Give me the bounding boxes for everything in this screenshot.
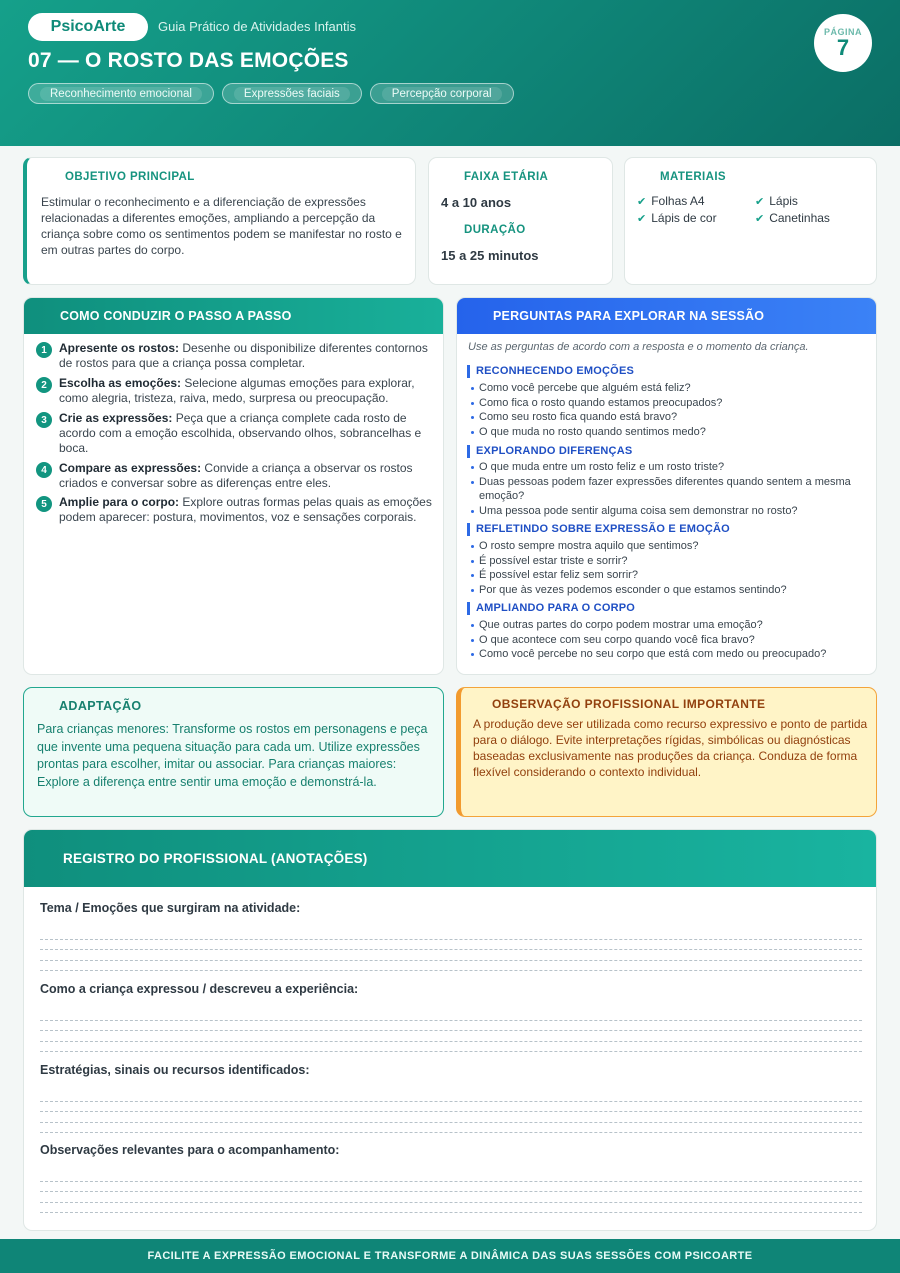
observation-label: OBSERVAÇÃO PROFISSIONAL IMPORTANTE (492, 697, 766, 711)
observation-card (456, 687, 877, 817)
question-list (471, 618, 867, 662)
question-list (471, 381, 867, 439)
page-footer: FACILITE A EXPRESSÃO EMOCIONAL E TRANSFORME A DINÂMICA DAS SUAS SESSÕES COM PSICOARTE (0, 1239, 900, 1273)
adaptation-text: Para crianças menores: Transforme os rostos em personagens e peça que invente uma pequena situação para cada um. Utilize expressões prontas para escolher, imitar ou associar. Para crianças maiores: Explore a diferença entre sentir uma emoção e demonstrá-la. (37, 722, 428, 789)
material-item: ✔ Lápis (755, 194, 798, 208)
questions-title: PERGUNTAS PARA EXPLORAR NA SESSÃO (457, 298, 876, 334)
notes-lines[interactable] (40, 1091, 862, 1133)
objective-card (23, 157, 416, 285)
page-label: PÁGINA (823, 27, 862, 37)
question-item: Como você percebe que alguém está feliz? (471, 381, 867, 396)
notes-field[interactable] (40, 901, 862, 971)
question-item: Como você percebe no seu corpo que está com medo ou preocupado? (471, 647, 867, 662)
check-icon: ✔ (755, 212, 765, 225)
question-item: Por que às vezes podemos esconder o que estamos sentindo? (471, 583, 867, 598)
materials-card (624, 157, 877, 285)
question-list (471, 539, 867, 597)
question-group-heading: RECONHECENDO EMOÇÕES (467, 365, 634, 378)
question-group-heading: REFLETINDO SOBRE EXPRESSÃO E EMOÇÃO (467, 523, 730, 536)
adaptation-card (23, 687, 444, 817)
adaptation-label: ADAPTAÇÃO (59, 699, 142, 713)
check-icon: ✔ (637, 212, 647, 225)
check-icon: ✔ (755, 195, 765, 208)
notes-field-label: Tema / Emoções que surgiram na atividade: (40, 901, 301, 915)
step-number: 2 (36, 377, 52, 393)
steps-title: COMO CONDUZIR O PASSO A PASSO (24, 298, 443, 334)
materials-list (637, 194, 865, 225)
duration-value: 15 a 25 minutos (441, 248, 539, 263)
notes-field[interactable] (40, 982, 862, 1052)
question-item: É possível estar feliz sem sorrir? (471, 568, 867, 583)
questions-card (456, 297, 877, 675)
question-item: Que outras partes do corpo podem mostrar uma emoção? (471, 618, 867, 633)
question-list (471, 460, 867, 518)
check-icon: ✔ (637, 195, 647, 208)
tag: Reconhecimento emocional (28, 83, 214, 104)
step-number: 5 (36, 496, 52, 512)
notes-field-label: Observações relevantes para o acompanhamento: (40, 1143, 340, 1157)
page-number: 7 (836, 35, 850, 60)
notes-lines[interactable] (40, 1010, 862, 1052)
step-item: 5 Amplie para o corpo: Explore outras formas pelas quais as emoções podem aparecer: postura, movimentos, voz e sensações corporais. (36, 495, 436, 525)
question-item: Como fica o rosto quando estamos preocupados? (471, 396, 867, 411)
page-header (0, 0, 900, 146)
step-item: 3 Crie as expressões: Peça que a criança complete cada rosto de acordo com a emoção escolhida, observando olhos, sobrancelhas e boca. (36, 411, 436, 456)
notes-lines[interactable] (40, 929, 862, 971)
question-item: O que muda no rosto quando sentimos medo? (471, 425, 867, 440)
registry-title: REGISTRO DO PROFISSIONAL (ANOTAÇÕES) (24, 830, 876, 887)
question-item: O que muda entre um rosto feliz e um rosto triste? (471, 460, 867, 475)
notes-field[interactable] (40, 1063, 862, 1133)
material-item: ✔ Folhas A4 (637, 194, 705, 208)
question-group-heading: EXPLORANDO DIFERENÇAS (467, 445, 632, 458)
question-item: O rosto sempre mostra aquilo que sentimos? (471, 539, 867, 554)
notes-field-label: Como a criança expressou / descreveu a experiência: (40, 982, 359, 996)
steps-card (23, 297, 444, 675)
age-duration-card (428, 157, 613, 285)
question-item: É possível estar triste e sorrir? (471, 554, 867, 569)
brand-logo: PsicoArte (28, 13, 148, 41)
step-item: 4 Compare as expressões: Convide a criança a observar os rostos criados e conversar sobre as diferenças entre eles. (36, 461, 436, 491)
age-value: 4 a 10 anos (441, 195, 512, 210)
step-number: 4 (36, 462, 52, 478)
tag: Expressões faciais (222, 83, 362, 104)
question-item: Uma pessoa pode sentir alguma coisa sem demonstrar no rosto? (471, 504, 867, 519)
age-label: FAIXA ETÁRIA (464, 171, 549, 183)
page-title: 07 — O ROSTO DAS EMOÇÕES (28, 49, 349, 72)
observation-text: A produção deve ser utilizada como recurso expressivo e ponto de partida para o diálogo. Evite interpretações rígidas, simbólicas ou diagnósticas baseadas exclusivamente nas produções da criança. Conduza de forma flexível considerando o contexto individual. (473, 717, 868, 779)
questions-intro: Use as perguntas de acordo com a resposta e o momento da criança. (468, 341, 809, 353)
step-item: 2 Escolha as emoções: Selecione algumas emoções para explorar, como alegria, tristeza, raiva, medo, surpresa ou preocupação. (36, 376, 436, 406)
step-number: 1 (36, 342, 52, 358)
page-number-badge (814, 14, 872, 72)
material-item: ✔ Canetinhas (755, 211, 830, 225)
duration-label: DURAÇÃO (464, 224, 526, 236)
step-number: 3 (36, 412, 52, 428)
question-item: O que acontece com seu corpo quando você fica bravo? (471, 633, 867, 648)
tag-list (28, 83, 514, 104)
objective-label: OBJETIVO PRINCIPAL (65, 171, 195, 183)
materials-label: MATERIAIS (660, 171, 726, 183)
material-item: ✔ Lápis de cor (637, 211, 717, 225)
notes-field[interactable] (40, 1143, 862, 1213)
question-group-heading: AMPLIANDO PARA O CORPO (467, 602, 635, 615)
step-item: 1 Apresente os rostos: Desenhe ou disponibilize diferentes contornos de rostos para que a criança possa completar. (36, 341, 436, 371)
question-item: Como seu rosto fica quando está bravo? (471, 410, 867, 425)
notes-lines[interactable] (40, 1171, 862, 1213)
notes-field-label: Estratégias, sinais ou recursos identificados: (40, 1063, 310, 1077)
objective-text: Estimular o reconhecimento e a diferenciação de expressões relacionadas a diferentes emoções, ampliando a percepção da criança sobre como os sentimentos podem se manifestar no rosto e em outras partes do corpo. (41, 195, 402, 257)
tag: Percepção corporal (370, 83, 514, 104)
header-subtitle: Guia Prático de Atividades Infantis (158, 19, 357, 34)
question-item: Duas pessoas podem fazer expressões diferentes quando sentem a mesma emoção? (471, 475, 867, 504)
professional-notes-card (23, 829, 877, 1231)
